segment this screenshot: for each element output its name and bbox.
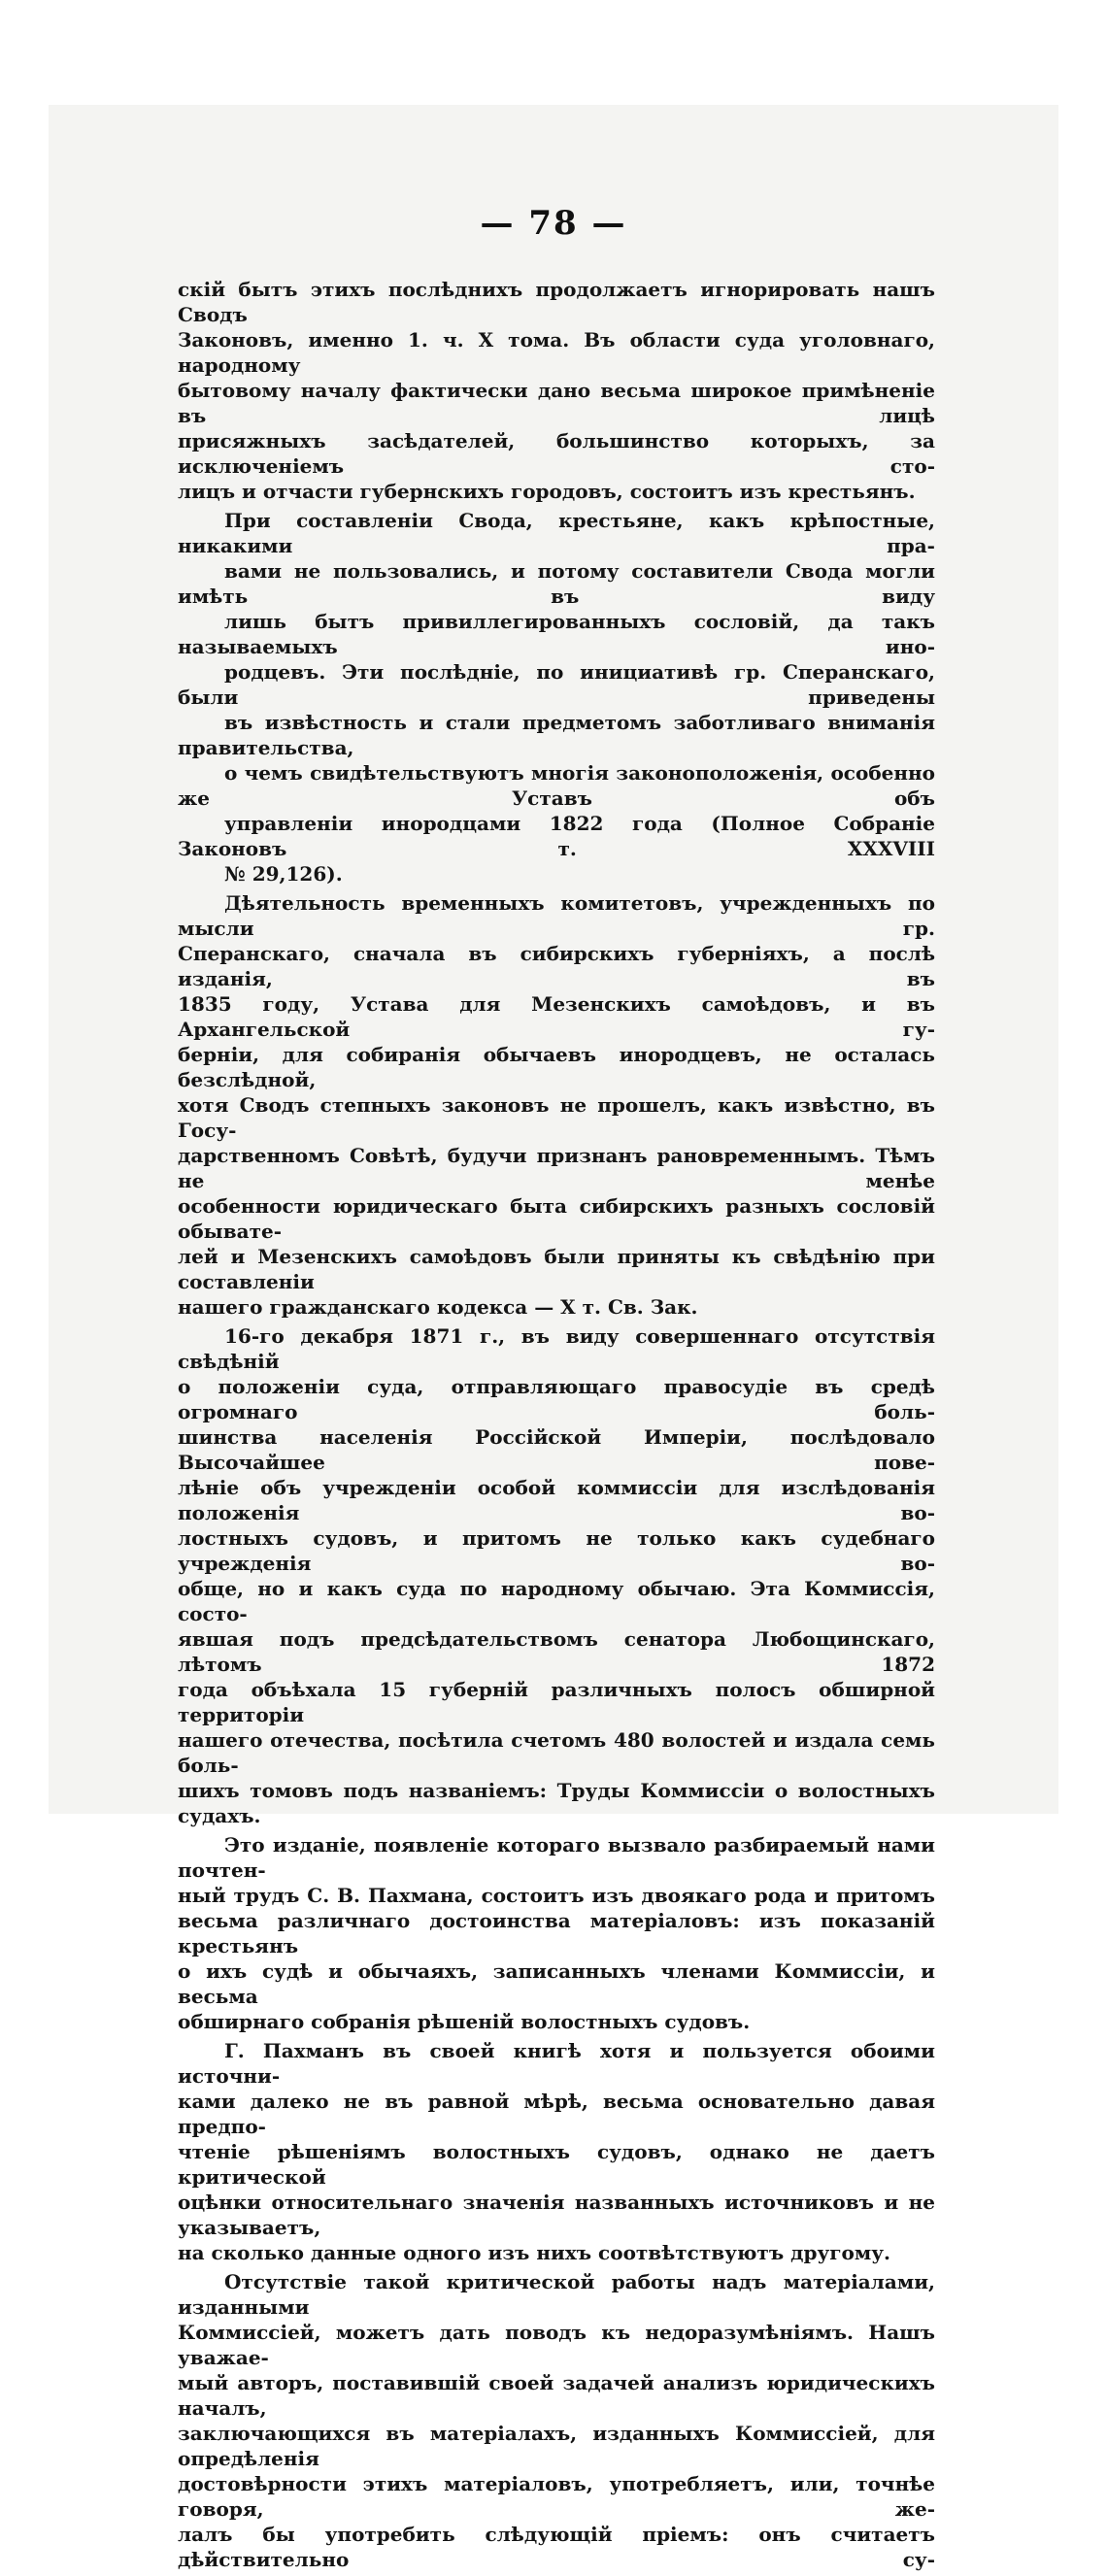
- text-line: лишь бытъ привиллегированныхъ сословій, да такъ называемыхъ ино-: [178, 610, 935, 658]
- text-line: дарственномъ Совѣтѣ, будучи признанъ рановременнымъ. Тѣмъ не менѣе: [178, 1144, 935, 1192]
- text-line: лостныхъ судовъ, и притомъ не только какъ судебнаго учрежденія во-: [178, 1526, 935, 1575]
- paragraph-1: [178, 277, 935, 504]
- text-line: о ихъ судѣ и обычаяхъ, записанныхъ членами Коммиссіи, и весьма: [178, 1959, 935, 2008]
- text-line: чтеніе рѣшеніямъ волостныхъ судовъ, однако не даетъ критической: [178, 2140, 935, 2189]
- text-line: мый авторъ, поставившій своей задачей анализъ юридическихъ началъ,: [178, 2371, 935, 2420]
- paragraph-5: [178, 1832, 935, 2034]
- text-line: 1835 году, Устава для Мезенскихъ самоѣдовъ, и въ Архангельской гу-: [178, 992, 935, 1041]
- body-text: [178, 277, 935, 2576]
- text-line: нашего отечества, посѣтила счетомъ 480 волостей и издала семь боль-: [178, 1728, 935, 1777]
- text-line: явшая подъ предсѣдательствомъ сенатора Любощинскаго, лѣтомъ 1872: [178, 1627, 935, 1676]
- text-line: управленіи инородцами 1822 года (Полное Собраніе Законовъ т. XXXVIII: [178, 812, 935, 860]
- text-line: лалъ бы употребить слѣдующій пріемъ: онъ считаетъ дѣйствительно су-: [178, 2523, 935, 2571]
- paragraph-7: [178, 2269, 935, 2572]
- text-line: лей и Мезенскихъ самоѣдовъ были приняты къ свѣдѣнію при составленіи: [178, 1245, 935, 1293]
- text-line: достовѣрности этихъ матеріаловъ, употребляетъ, или, точнѣе говоря, же-: [178, 2472, 935, 2521]
- text-line: бытовому началу фактически дано весьма широкое примѣненіе въ лицѣ: [178, 379, 935, 427]
- text-line: весьма различнаго достоинства матеріаловъ: изъ показаній крестьянъ: [178, 1909, 935, 1957]
- text-line: ками далеко не въ равной мѣрѣ, весьма основательно давая предпо-: [178, 2090, 935, 2138]
- text-line: особенности юридическаго быта сибирскихъ разныхъ сословій обывате-: [178, 1194, 935, 1243]
- text-line: ный трудъ С. В. Пахмана, состоитъ изъ двоякаго рода и притомъ: [178, 1884, 935, 1907]
- text-line: вами не пользовались, и потому составители Свода могли имѣть въ виду: [178, 559, 935, 608]
- text-line: обширнаго собранія рѣшеній волостныхъ судовъ.: [178, 2010, 751, 2033]
- paragraph-3: [178, 890, 935, 1320]
- text-line: Законовъ, именно 1. ч. X тома. Въ области суда уголовнаго, народному: [178, 328, 935, 377]
- text-line: оцѣнки относительнаго значенія названныхъ источниковъ и не указываетъ,: [178, 2191, 935, 2239]
- text-line: лицъ и отчасти губернскихъ городовъ, состоитъ изъ крестьянъ.: [178, 480, 916, 503]
- text-line: шинства населенія Россійской Имперіи, послѣдовало Высочайшее пове-: [178, 1425, 935, 1474]
- text-line: на сколько данные одного изъ нихъ соотвѣтствуютъ другому.: [178, 2241, 890, 2264]
- text-line: скій бытъ этихъ послѣднихъ продолжаетъ игнорировать нашъ Сводъ: [178, 278, 935, 326]
- text-line: Отсутствіе такой критической работы надъ матеріалами, изданными: [178, 2270, 935, 2319]
- text-line: года объѣхала 15 губерній различныхъ полосъ обширной территоріи: [178, 1678, 935, 1726]
- paragraph-2: [178, 508, 935, 887]
- text-line: Г. Пахманъ въ своей книгѣ хотя и пользуется обоими источни-: [178, 2039, 935, 2088]
- paragraph-4: [178, 1323, 935, 1828]
- text-line: о положеніи суда, отправляющаго правосудіе въ средѣ огромнаго боль-: [178, 1375, 935, 1423]
- text-line: Сперанскаго, сначала въ сибирскихъ губерніяхъ, а послѣ изданія, въ: [178, 942, 935, 990]
- text-line: берніи, для собиранія обычаевъ инородцевъ, не осталась безслѣдной,: [178, 1043, 935, 1091]
- text-line: нашего гражданскаго кодекса — X т. Св. Зак.: [178, 1295, 698, 1319]
- text-line: Это изданіе, появленіе котораго вызвало разбираемый нами почтен-: [178, 1833, 935, 1882]
- text-line: о чемъ свидѣтельствуютъ многія законоположенія, особенно же Уставъ объ: [178, 761, 935, 810]
- text-line: лѣніе объ учрежденіи особой коммиссіи для изслѣдованія положенія во-: [178, 1476, 935, 1524]
- text-line: обще, но и какъ суда по народному обычаю. Эта Коммиссія, состо-: [178, 1577, 935, 1625]
- page-number: — 78 —: [480, 204, 627, 243]
- text-line: При составленіи Свода, крестьяне, какъ крѣпостные, никакими пра-: [178, 509, 935, 557]
- text-line: заключающихся въ матеріалахъ, изданныхъ Коммиссіей, для опредѣленія: [178, 2422, 935, 2470]
- text-line: № 29,126).: [224, 862, 343, 886]
- text-line: присяжныхъ засѣдателей, большинство которыхъ, за исключеніемъ сто-: [178, 429, 935, 478]
- text-line: въ извѣстность и стали предметомъ заботливаго вниманія правительства,: [178, 711, 935, 759]
- text-line: родцевъ. Эти послѣдніе, по инициативѣ гр. Сперанскаго, были приведены: [178, 660, 935, 709]
- text-line: хотя Сводъ степныхъ законовъ не прошелъ, какъ извѣстно, въ Госу-: [178, 1093, 935, 1142]
- text-line: Дѣятельность временныхъ комитетовъ, учрежденныхъ по мысли гр.: [178, 891, 935, 940]
- text-line: Коммиссіей, можетъ дать поводъ къ недоразумѣніямъ. Нашъ уважае-: [178, 2321, 935, 2369]
- text-line: шихъ томовъ подъ названіемъ: Труды Коммиссіи о волостныхъ судахъ.: [178, 1779, 935, 1827]
- text-line: 16-го декабря 1871 г., въ виду совершеннаго отсутствія свѣдѣній: [178, 1324, 935, 1373]
- paragraph-6: [178, 2038, 935, 2265]
